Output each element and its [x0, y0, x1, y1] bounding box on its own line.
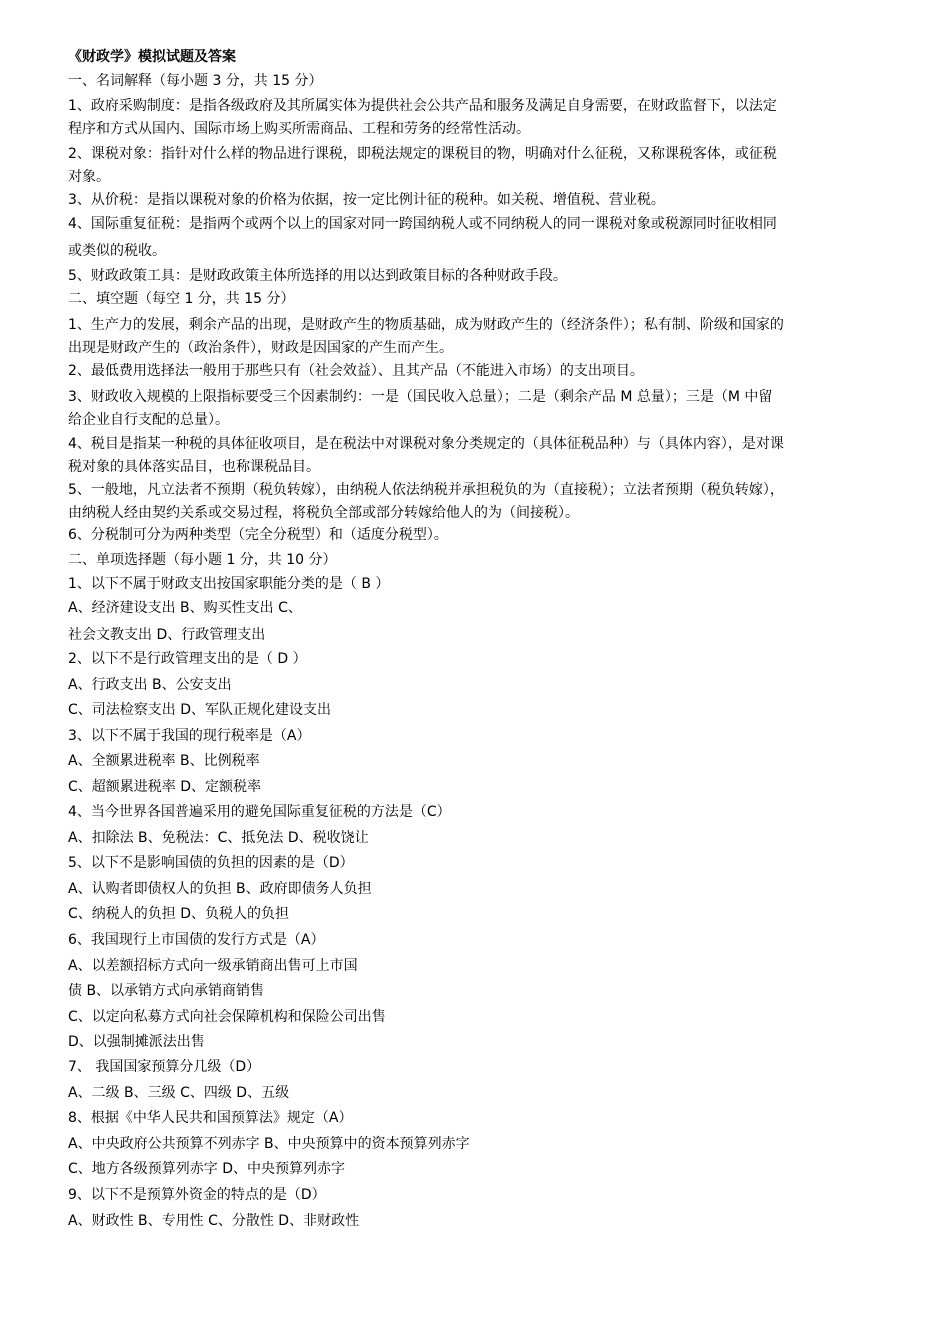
text-line: A、中央政府公共预算不列赤字 B、中央预算中的资本预算列赤字 — [68, 1136, 470, 1152]
text-line: 7、 我国国家预算分几级（D） — [68, 1059, 261, 1075]
text-line: 3、从价税：是指以课税对象的价格为依据，按一定比例计征的税种。如关税、增值税、营业税。 — [68, 192, 665, 208]
text-line: 5、财政政策工具：是财政政策主体所选择的用以达到政策目标的各种财政手段。 — [68, 268, 567, 284]
text-line: A、以差额招标方式向一级承销商出售可上市国 — [68, 958, 358, 974]
text-line: C、以定向私募方式向社会保障机构和保险公司出售 — [68, 1009, 386, 1025]
text-line: 2、课税对象：指针对什么样的物品进行课税，即税法规定的课税目的物，明确对什么征税，又称课税客体，或征税 — [68, 146, 777, 162]
text-line: 3、财政收入规模的上限指标要受三个因素制约：一是（国民收入总量）；二是（剩余产品 M 总量）；三是（M 中留 — [68, 389, 773, 405]
text-line: 二、单项选择题（每小题 1 分，共 10 分） — [68, 552, 337, 568]
text-line: A、扣除法 B、免税法：C、抵免法 D、税收饶让 — [68, 830, 369, 846]
text-line: 程序和方式从国内、国际市场上购买所需商品、工程和劳务的经常性活动。 — [68, 121, 530, 137]
text-line: C、纳税人的负担 D、负税人的负担 — [68, 906, 290, 922]
text-line: 4、当今世界各国普遍采用的避免国际重复征税的方法是（C） — [68, 804, 451, 820]
text-line: 出现是财政产生的（政治条件），财政是因国家的产生而产生。 — [68, 340, 453, 356]
document-title: 《财政学》模拟试题及答案 — [68, 49, 236, 65]
text-line: 税对象的具体落实品目，也称课税品目。 — [68, 459, 320, 475]
text-line: 2、最低费用选择法一般用于那些只有（社会效益）、且其产品（不能进入市场）的支出项目。 — [68, 363, 644, 379]
text-line: 一、名词解释（每小题 3 分，共 15 分） — [68, 73, 323, 89]
text-line: 4、国际重复征税：是指两个或两个以上的国家对同一跨国纳税人或不同纳税人的同一课税对象或税源同时征收相同 — [68, 216, 777, 232]
text-line: C、地方各级预算列赤字 D、中央预算列赤字 — [68, 1161, 346, 1177]
text-line: 1、生产力的发展，剩余产品的出现，是财政产生的物质基础，成为财政产生的（经济条件）；私有制、阶级和国家的 — [68, 317, 784, 333]
text-line: A、经济建设支出 B、购买性支出 C、 — [68, 600, 302, 616]
text-line: 社会文教支出 D、行政管理支出 — [68, 627, 266, 643]
text-line: 1、以下不属于财政支出按国家职能分类的是（ B ） — [68, 576, 390, 592]
text-line: 债 B、以承销方式向承销商销售 — [68, 983, 265, 999]
text-line: 9、以下不是预算外资金的特点的是（D） — [68, 1187, 326, 1203]
text-line: 或类似的税收。 — [68, 243, 166, 259]
text-line: 3、以下不属于我国的现行税率是（A） — [68, 728, 311, 744]
text-line: A、财政性 B、专用性 C、分散性 D、非财政性 — [68, 1213, 360, 1229]
text-line: A、二级 B、三级 C、四级 D、五级 — [68, 1085, 290, 1101]
text-line: 二、填空题（每空 1 分，共 15 分） — [68, 291, 295, 307]
text-line: 6、分税制可分为两种类型（完全分税型）和（适度分税型）。 — [68, 527, 448, 543]
text-line: D、以强制摊派法出售 — [68, 1034, 205, 1050]
text-line: 对象。 — [68, 169, 110, 185]
text-line: 1、政府采购制度：是指各级政府及其所属实体为提供社会公共产品和服务及满足自身需要，在财政监督下，以法定 — [68, 98, 777, 114]
text-line: 8、根据《中华人民共和国预算法》规定（A） — [68, 1110, 353, 1126]
text-line: 5、以下不是影响国债的负担的因素的是（D） — [68, 855, 354, 871]
text-line: 由纳税人经由契约关系或交易过程，将税负全部或部分转嫁给他人的为（间接税）。 — [68, 505, 579, 521]
text-line: 4、税目是指某一种税的具体征收项目，是在税法中对课税对象分类规定的（具体征税品种）与（具体内容），是对课 — [68, 436, 784, 452]
text-line: 5、一般地，凡立法者不预期（税负转嫁），由纳税人依法纳税并承担税负的为（直接税）；立法者预期（税负转嫁）， — [68, 482, 784, 498]
text-line: A、全额累进税率 B、比例税率 — [68, 753, 260, 769]
text-line: C、司法检察支出 D、军队正规化建设支出 — [68, 702, 332, 718]
text-line: 6、我国现行上市国债的发行方式是（A） — [68, 932, 325, 948]
text-line: A、认购者即债权人的负担 B、政府即债务人负担 — [68, 881, 372, 897]
text-line: 给企业自行支配的总量）。 — [68, 412, 229, 428]
text-line: C、超额累进税率 D、定额税率 — [68, 779, 262, 795]
text-line: A、行政支出 B、公安支出 — [68, 677, 232, 693]
text-line: 2、以下不是行政管理支出的是（ D ） — [68, 651, 307, 667]
